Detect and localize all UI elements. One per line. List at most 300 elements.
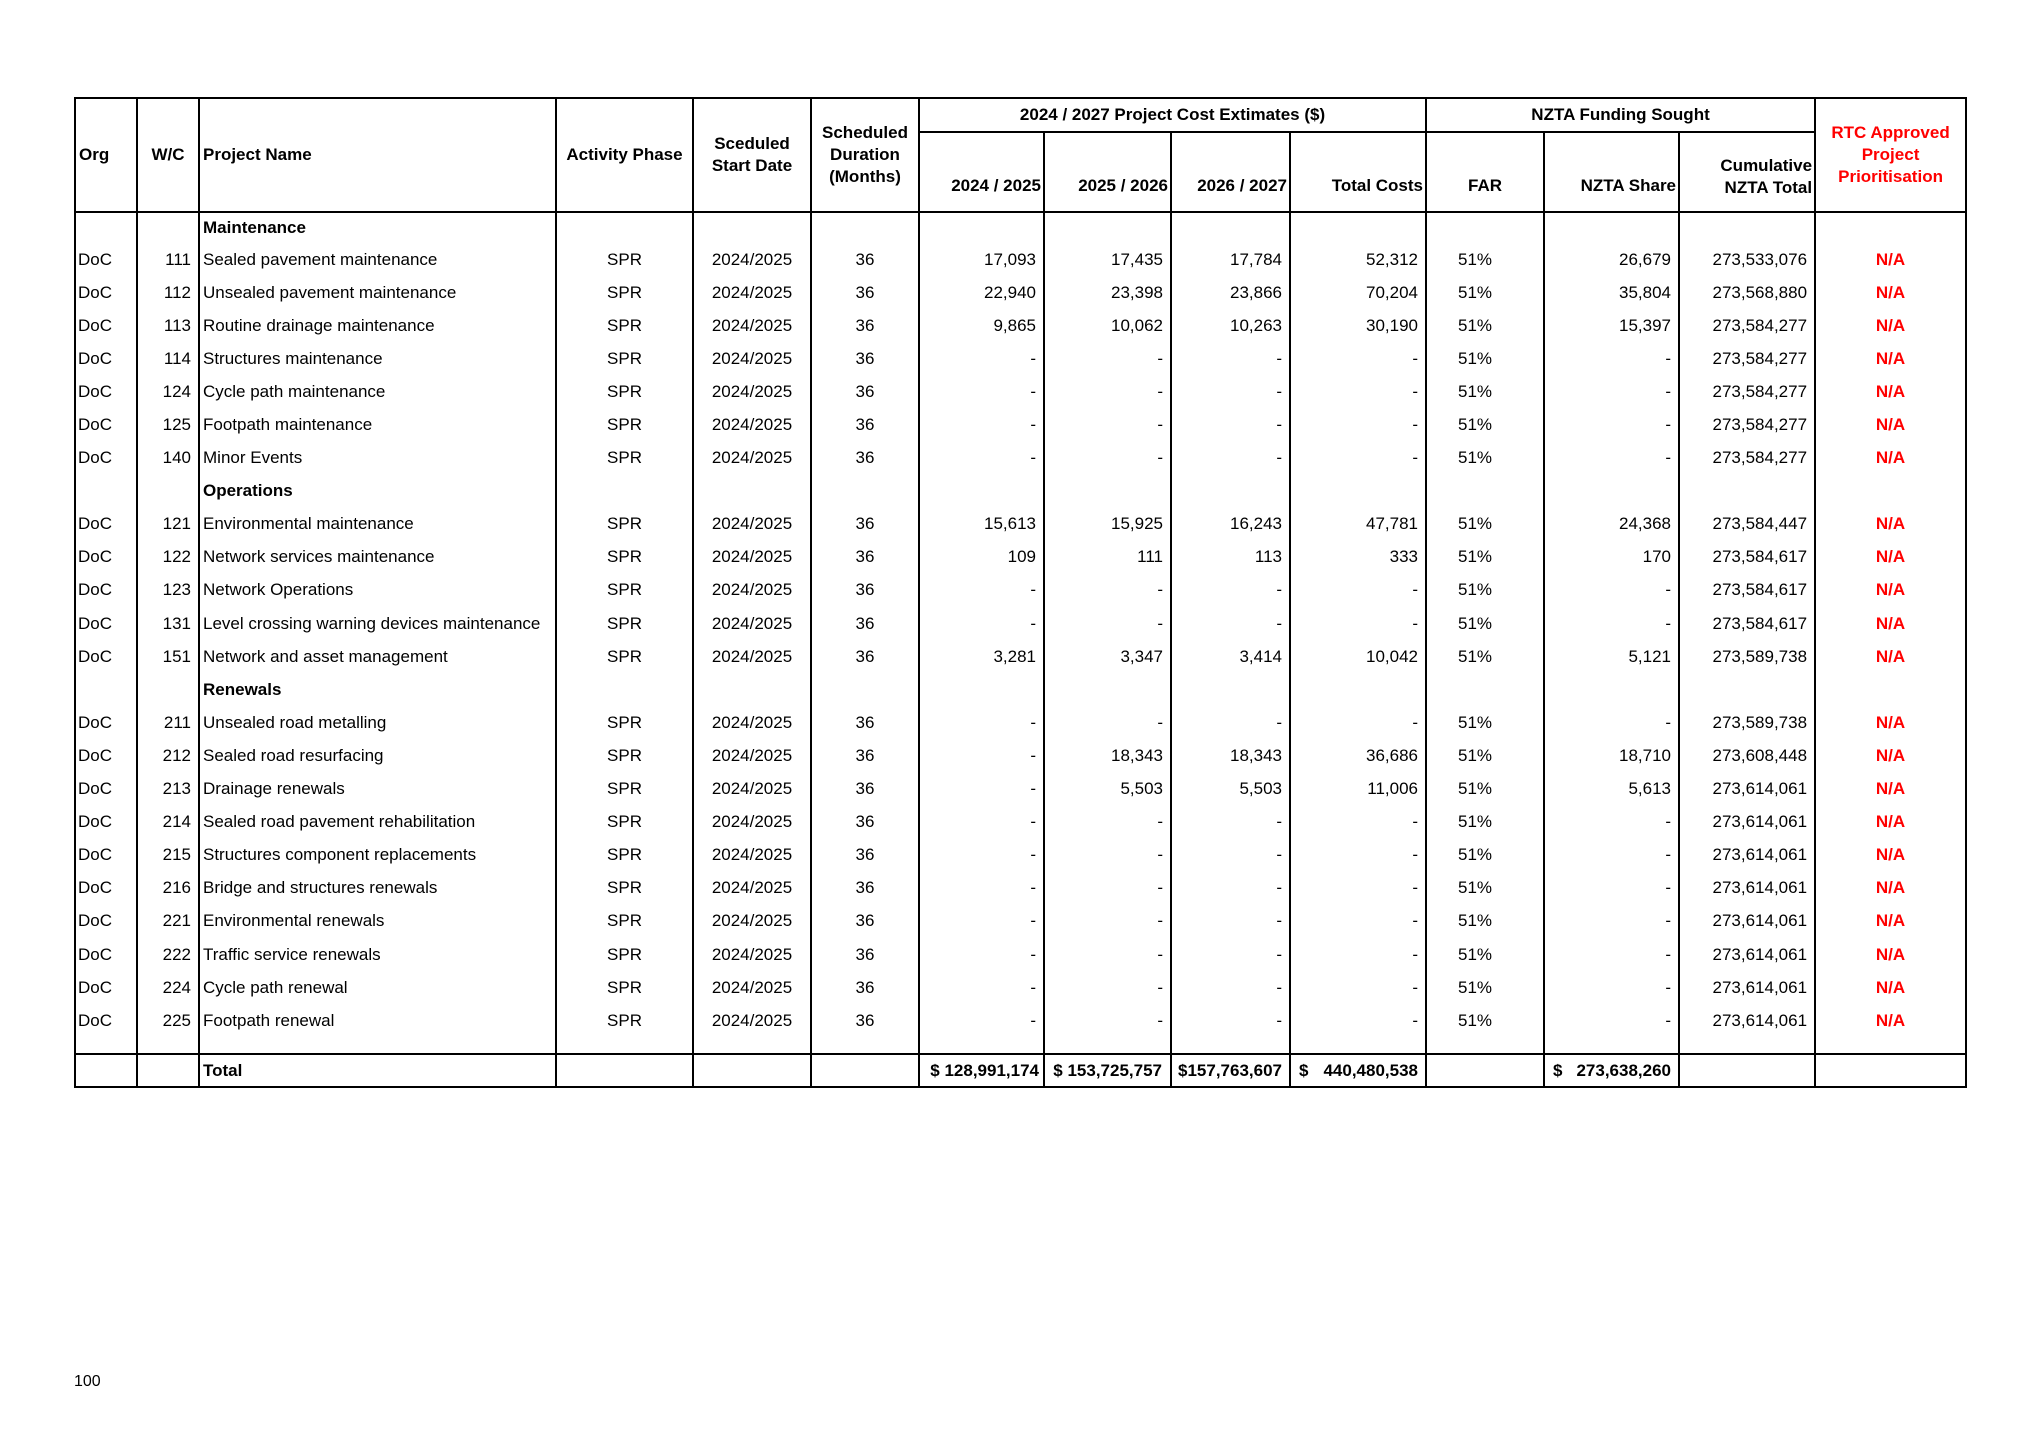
cell-cumulative: 273,584,617 [1679,541,1815,574]
cell-wc: 112 [137,276,199,309]
empty-cell [75,1037,137,1054]
cell-nzta-share: - [1544,839,1679,872]
cell-wc: 125 [137,408,199,441]
cell-y3: - [1171,839,1290,872]
cell-y1: 22,940 [919,276,1044,309]
cell-y3: - [1171,375,1290,408]
empty-cell [811,1037,919,1054]
cell-cumulative: 273,589,738 [1679,706,1815,739]
totals-empty-cumulative [1679,1054,1815,1087]
empty-cell [1171,673,1290,706]
cell-y1: - [919,839,1044,872]
cell-project-name: Footpath renewal [199,1004,556,1037]
cell-start-date: 2024/2025 [693,806,811,839]
cell-project-name: Unsealed road metalling [199,706,556,739]
cell-activity-phase: SPR [556,574,693,607]
cell-y1: - [919,739,1044,772]
cell-duration: 36 [811,408,919,441]
cell-start-date: 2024/2025 [693,607,811,640]
cell-y2: 10,062 [1044,309,1171,342]
cell-cumulative: 273,614,061 [1679,872,1815,905]
empty-cell [556,475,693,508]
cell-y3: 3,414 [1171,640,1290,673]
empty-cell [693,1037,811,1054]
table-row [75,574,1966,607]
cell-y3: 10,263 [1171,309,1290,342]
totals-total-symbol: $ [1299,1060,1309,1080]
cell-duration: 36 [811,872,919,905]
empty-cell [1290,212,1426,243]
empty-cell [137,475,199,508]
table-row [75,243,1966,276]
cell-wc: 121 [137,508,199,541]
cell-duration: 36 [811,640,919,673]
cell-nzta-share: - [1544,706,1679,739]
cell-rtc: N/A [1815,773,1966,806]
empty-cell [1544,673,1679,706]
empty-cell [1290,673,1426,706]
cell-project-name: Network services maintenance [199,541,556,574]
cell-org: DoC [75,640,137,673]
cell-rtc: N/A [1815,541,1966,574]
cell-project-name: Minor Events [199,442,556,475]
cell-project-name: Network Operations [199,574,556,607]
cell-start-date: 2024/2025 [693,276,811,309]
spacer-row [75,1037,1966,1054]
cell-y3: - [1171,408,1290,441]
cell-total-costs: 11,006 [1290,773,1426,806]
cell-total-costs: - [1290,872,1426,905]
cell-far: 51% [1426,442,1544,475]
section-heading: Operations [199,475,556,508]
cell-total-costs: 30,190 [1290,309,1426,342]
cell-org: DoC [75,773,137,806]
header-y3: 2026 / 2027 [1171,132,1290,212]
cell-start-date: 2024/2025 [693,773,811,806]
cell-org: DoC [75,607,137,640]
cell-nzta-share: 35,804 [1544,276,1679,309]
totals-y1: $ 128,991,174 [919,1054,1044,1087]
cell-y3: - [1171,607,1290,640]
cell-total-costs: - [1290,905,1426,938]
cell-org: DoC [75,276,137,309]
cell-rtc: N/A [1815,971,1966,1004]
empty-cell [1044,475,1171,508]
empty-cell [811,475,919,508]
empty-cell [137,212,199,243]
empty-cell [919,673,1044,706]
header-activity-phase: Activity Phase [556,98,693,212]
cell-start-date: 2024/2025 [693,342,811,375]
cell-rtc: N/A [1815,607,1966,640]
cell-far: 51% [1426,276,1544,309]
totals-row [75,1054,1966,1087]
cell-start-date: 2024/2025 [693,839,811,872]
cell-nzta-share: - [1544,905,1679,938]
empty-cell [1815,1037,1966,1054]
totals-empty-duration [811,1054,919,1087]
cell-wc: 214 [137,806,199,839]
cell-cumulative: 273,584,277 [1679,375,1815,408]
cell-total-costs: 52,312 [1290,243,1426,276]
cell-y1: - [919,773,1044,806]
cell-wc: 224 [137,971,199,1004]
cell-activity-phase: SPR [556,971,693,1004]
cell-org: DoC [75,342,137,375]
cell-project-name: Environmental renewals [199,905,556,938]
cell-activity-phase: SPR [556,309,693,342]
header-project-name: Project Name [199,98,556,212]
cell-cumulative: 273,584,617 [1679,607,1815,640]
cell-project-name: Sealed pavement maintenance [199,243,556,276]
cell-start-date: 2024/2025 [693,971,811,1004]
cell-y2: 18,343 [1044,739,1171,772]
cell-y2: - [1044,839,1171,872]
cell-duration: 36 [811,342,919,375]
cell-activity-phase: SPR [556,806,693,839]
cell-y1: 17,093 [919,243,1044,276]
cell-project-name: Sealed road resurfacing [199,739,556,772]
table-row [75,739,1966,772]
cell-far: 51% [1426,872,1544,905]
empty-cell [556,673,693,706]
header-far: FAR [1426,132,1544,212]
empty-cell [1426,673,1544,706]
cell-activity-phase: SPR [556,243,693,276]
cell-far: 51% [1426,773,1544,806]
cell-far: 51% [1426,342,1544,375]
table-row [75,938,1966,971]
cell-y2: 23,398 [1044,276,1171,309]
totals-total-costs [1290,1054,1426,1087]
cell-y2: 5,503 [1044,773,1171,806]
cell-far: 51% [1426,706,1544,739]
header-y1: 2024 / 2025 [919,132,1044,212]
cell-rtc: N/A [1815,839,1966,872]
totals-share-symbol: $ [1553,1060,1563,1080]
cell-y2: - [1044,408,1171,441]
cell-y1: - [919,905,1044,938]
empty-cell [556,212,693,243]
cell-nzta-share: - [1544,938,1679,971]
empty-cell [1544,1037,1679,1054]
cell-project-name: Cycle path maintenance [199,375,556,408]
cell-project-name: Environmental maintenance [199,508,556,541]
cell-nzta-share: 15,397 [1544,309,1679,342]
cell-duration: 36 [811,508,919,541]
cell-far: 51% [1426,640,1544,673]
cell-activity-phase: SPR [556,375,693,408]
cell-y3: - [1171,706,1290,739]
cell-cumulative: 273,584,277 [1679,342,1815,375]
table-row [75,342,1966,375]
cell-activity-phase: SPR [556,938,693,971]
cell-far: 51% [1426,607,1544,640]
cell-org: DoC [75,971,137,1004]
table-row [75,905,1966,938]
cell-far: 51% [1426,739,1544,772]
cell-total-costs: - [1290,342,1426,375]
cell-y3: - [1171,938,1290,971]
cell-y1: 109 [919,541,1044,574]
cell-org: DoC [75,905,137,938]
cell-wc: 213 [137,773,199,806]
cell-rtc: N/A [1815,640,1966,673]
cell-project-name: Cycle path renewal [199,971,556,1004]
cell-y2: - [1044,706,1171,739]
totals-y2: $ 153,725,757 [1044,1054,1171,1087]
cell-rtc: N/A [1815,574,1966,607]
empty-cell [1426,475,1544,508]
empty-cell [1044,1037,1171,1054]
cell-total-costs: - [1290,839,1426,872]
cell-y2: 111 [1044,541,1171,574]
cell-nzta-share: 5,613 [1544,773,1679,806]
cell-y3: - [1171,905,1290,938]
cell-activity-phase: SPR [556,872,693,905]
empty-cell [75,673,137,706]
cell-y3: - [1171,971,1290,1004]
cell-activity-phase: SPR [556,640,693,673]
cell-y3: 16,243 [1171,508,1290,541]
cell-y2: - [1044,375,1171,408]
table-row [75,442,1966,475]
cell-total-costs: 47,781 [1290,508,1426,541]
cell-wc: 221 [137,905,199,938]
cell-rtc: N/A [1815,905,1966,938]
cell-start-date: 2024/2025 [693,640,811,673]
cell-y1: - [919,1004,1044,1037]
cell-duration: 36 [811,574,919,607]
cell-rtc: N/A [1815,342,1966,375]
cell-y1: - [919,574,1044,607]
empty-cell [1426,1037,1544,1054]
cell-duration: 36 [811,243,919,276]
empty-cell [1815,212,1966,243]
cell-y1: 15,613 [919,508,1044,541]
header-wc: W/C [137,98,199,212]
cell-rtc: N/A [1815,276,1966,309]
cell-nzta-share: - [1544,806,1679,839]
cell-activity-phase: SPR [556,739,693,772]
cell-total-costs: - [1290,442,1426,475]
cell-y1: - [919,408,1044,441]
cell-y1: - [919,872,1044,905]
cell-nzta-share: - [1544,408,1679,441]
cell-far: 51% [1426,839,1544,872]
header-cumulative: Cumulative NZTA Total [1679,132,1815,212]
cell-total-costs: 70,204 [1290,276,1426,309]
cell-org: DoC [75,706,137,739]
cell-y2: 15,925 [1044,508,1171,541]
cell-far: 51% [1426,938,1544,971]
table-row [75,872,1966,905]
cell-duration: 36 [811,839,919,872]
cell-far: 51% [1426,806,1544,839]
empty-cell [693,475,811,508]
cell-start-date: 2024/2025 [693,309,811,342]
cell-far: 51% [1426,243,1544,276]
cell-total-costs: - [1290,938,1426,971]
totals-share-value: 273,638,260 [1576,1060,1672,1080]
totals-nzta-share [1544,1054,1679,1087]
cell-project-name: Routine drainage maintenance [199,309,556,342]
cell-project-name: Network and asset management [199,640,556,673]
table-row [75,375,1966,408]
header-total-costs: Total Costs [1290,132,1426,212]
empty-cell [1679,475,1815,508]
cell-y1: - [919,442,1044,475]
cell-nzta-share: - [1544,971,1679,1004]
cell-start-date: 2024/2025 [693,706,811,739]
empty-cell [811,212,919,243]
totals-empty-wc [137,1054,199,1087]
totals-empty-rtc [1815,1054,1966,1087]
table-row [75,971,1966,1004]
cell-nzta-share: 18,710 [1544,739,1679,772]
cell-org: DoC [75,574,137,607]
cell-cumulative: 273,614,061 [1679,1004,1815,1037]
empty-cell [811,673,919,706]
cell-cumulative: 273,614,061 [1679,806,1815,839]
cell-nzta-share: - [1544,342,1679,375]
cell-y3: - [1171,442,1290,475]
cell-wc: 151 [137,640,199,673]
table-row [75,839,1966,872]
cell-cumulative: 273,568,880 [1679,276,1815,309]
empty-cell [137,673,199,706]
cell-y1: - [919,342,1044,375]
cell-wc: 114 [137,342,199,375]
cell-cumulative: 273,614,061 [1679,971,1815,1004]
cell-activity-phase: SPR [556,706,693,739]
project-cost-table [74,97,1967,1088]
cell-far: 51% [1426,905,1544,938]
cell-wc: 211 [137,706,199,739]
cell-rtc: N/A [1815,442,1966,475]
cell-nzta-share: 26,679 [1544,243,1679,276]
cell-y3: 23,866 [1171,276,1290,309]
cell-start-date: 2024/2025 [693,442,811,475]
cell-project-name: Bridge and structures renewals [199,872,556,905]
empty-cell [1044,673,1171,706]
empty-cell [1815,475,1966,508]
section-row [75,673,1966,706]
cell-cumulative: 273,584,617 [1679,574,1815,607]
cell-org: DoC [75,872,137,905]
cell-y2: 3,347 [1044,640,1171,673]
cell-total-costs: - [1290,607,1426,640]
cell-rtc: N/A [1815,309,1966,342]
cell-org: DoC [75,375,137,408]
cell-project-name: Drainage renewals [199,773,556,806]
cell-y2: - [1044,342,1171,375]
cell-duration: 36 [811,442,919,475]
cell-project-name: Structures maintenance [199,342,556,375]
cell-cumulative: 273,614,061 [1679,839,1815,872]
cell-wc: 124 [137,375,199,408]
totals-empty-org [75,1054,137,1087]
cell-duration: 36 [811,971,919,1004]
header-duration: Scheduled Duration (Months) [811,98,919,212]
cell-total-costs: - [1290,806,1426,839]
empty-cell [919,475,1044,508]
cell-cumulative: 273,614,061 [1679,905,1815,938]
cell-cumulative: 273,584,277 [1679,408,1815,441]
cell-duration: 36 [811,938,919,971]
cell-rtc: N/A [1815,408,1966,441]
cell-y2: - [1044,442,1171,475]
cell-org: DoC [75,442,137,475]
cell-nzta-share: - [1544,1004,1679,1037]
table-row [75,773,1966,806]
cell-rtc: N/A [1815,872,1966,905]
cell-total-costs: - [1290,408,1426,441]
table-row [75,408,1966,441]
cell-wc: 123 [137,574,199,607]
header-start-date: Sceduled Start Date [693,98,811,212]
cell-wc: 215 [137,839,199,872]
cell-total-costs: - [1290,375,1426,408]
header-funding-group: NZTA Funding Sought [1426,98,1815,132]
empty-cell [1290,1037,1426,1054]
cell-y1: - [919,375,1044,408]
cell-far: 51% [1426,971,1544,1004]
cell-wc: 212 [137,739,199,772]
cell-nzta-share: - [1544,574,1679,607]
table-row [75,640,1966,673]
cell-rtc: N/A [1815,938,1966,971]
section-row [75,212,1966,243]
cell-cumulative: 273,533,076 [1679,243,1815,276]
table-row [75,706,1966,739]
cell-y3: - [1171,1004,1290,1037]
empty-cell [693,673,811,706]
empty-cell [1544,212,1679,243]
cell-y2: - [1044,607,1171,640]
table-row [75,1004,1966,1037]
table-body [75,212,1966,1054]
empty-cell [1044,212,1171,243]
cell-y3: 5,503 [1171,773,1290,806]
cell-nzta-share: 170 [1544,541,1679,574]
header-nzta-share: NZTA Share [1544,132,1679,212]
cell-y1: - [919,706,1044,739]
cell-y3: 113 [1171,541,1290,574]
cell-activity-phase: SPR [556,773,693,806]
cell-wc: 222 [137,938,199,971]
cell-start-date: 2024/2025 [693,375,811,408]
cell-nzta-share: - [1544,442,1679,475]
cell-wc: 216 [137,872,199,905]
cell-activity-phase: SPR [556,607,693,640]
cell-y3: - [1171,806,1290,839]
empty-cell [1815,673,1966,706]
empty-cell [1544,475,1679,508]
cell-rtc: N/A [1815,806,1966,839]
cell-activity-phase: SPR [556,508,693,541]
totals-empty-start [693,1054,811,1087]
cell-rtc: N/A [1815,375,1966,408]
cell-start-date: 2024/2025 [693,739,811,772]
empty-cell [1679,212,1815,243]
cell-duration: 36 [811,541,919,574]
empty-cell [919,212,1044,243]
cell-far: 51% [1426,309,1544,342]
empty-cell [693,212,811,243]
cell-rtc: N/A [1815,739,1966,772]
cell-org: DoC [75,839,137,872]
